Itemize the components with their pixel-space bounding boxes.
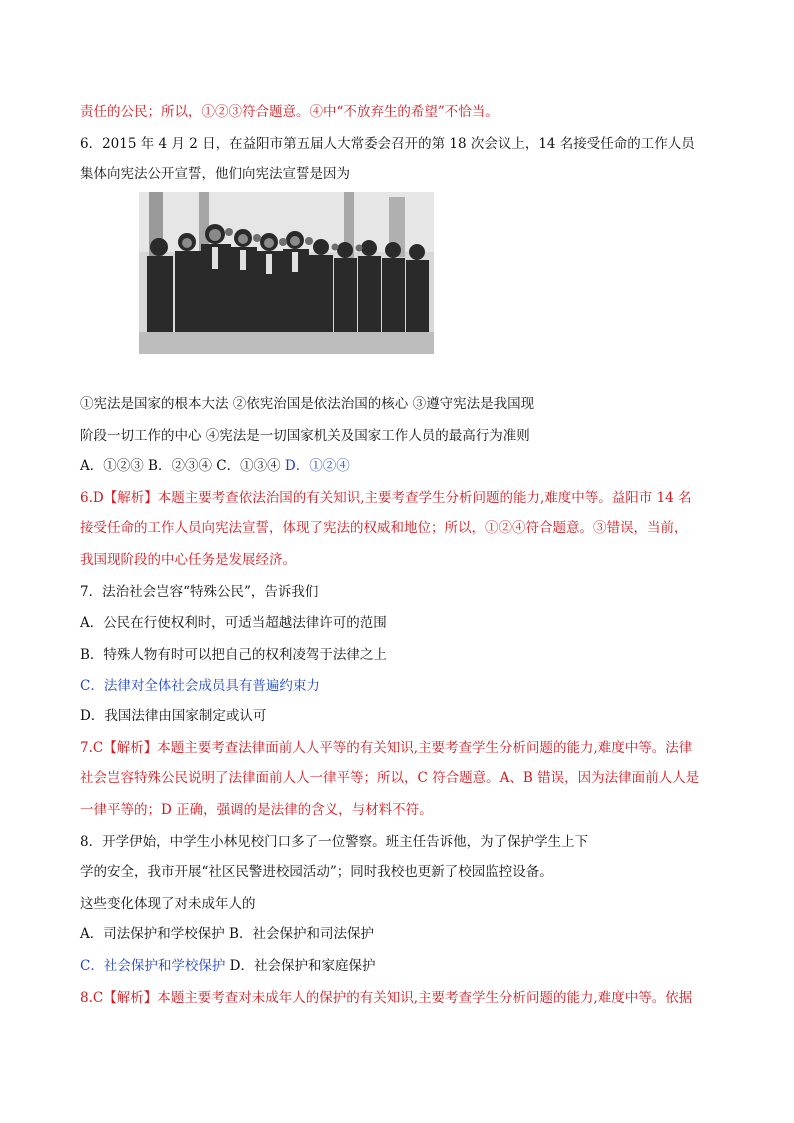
answer-7-cont-2: 一律平等的；D 正确，强调的是法律的含义，与材料不符。 xyxy=(80,802,433,818)
question-7-stem: 7．法治社会岂容“特殊公民”，告诉我们 xyxy=(80,584,319,600)
answer-6: 6.D【解析】本题主要考查依法治国的有关知识,主要考查学生分析问题的能力,难度中等。益阳市 14 名 xyxy=(80,490,692,506)
question-8-options-cd xyxy=(80,956,375,976)
question-7-option-b: B．特殊人物有时可以把自己的权利凌驾于法律之上 xyxy=(80,647,387,663)
option-c-correct: C．社会保护和学校保护 xyxy=(80,958,226,974)
choices-abc: A．①②③ B．②③④ C．①③④ xyxy=(80,458,285,474)
answer-8: 8.C【解析】本题主要考查对未成年人的保护的有关知识,主要考查学生分析问题的能力,难度中等。依据 xyxy=(80,990,693,1006)
choice-d-correct: D．①②④ xyxy=(284,458,350,474)
option-d: D．社会保护和家庭保护 xyxy=(225,958,376,974)
question-7-option-d: D．我国法律由国家制定或认可 xyxy=(80,708,267,724)
answer-6-cont-2: 我国现阶段的中心任务是发展经济。 xyxy=(80,552,296,568)
answer-7: 7.C【解析】本题主要考查法律面前人人平等的有关知识,主要考查学生分析问题的能力,难度中等。法律 xyxy=(80,740,693,756)
question-6-stem-cont: 集体向宪法公开宣誓，他们向宪法宣誓是因为 xyxy=(80,166,350,182)
question-8-stem: 8．开学伊始，中学生小林见校门口多了一位警察。班主任告诉他，为了保护学生上下 xyxy=(80,834,589,850)
question-7-option-c: C．法律对全体社会成员具有普遍约束力 xyxy=(80,678,320,694)
question-8-options-ab: A．司法保护和学校保护 B．社会保护和司法保护 xyxy=(80,926,374,942)
question-6-statements: ①宪法是国家的根本大法 ②依宪治国是依法治国的核心 ③遵守宪法是我国现 xyxy=(80,396,535,412)
answer-6-cont: 接受任命的工作人员向宪法宣誓，体现了宪法的权威和地位；所以，①②④符合题意。③错误，当前， xyxy=(80,520,688,536)
question-7-option-a: A．公民在行使权利时，可适当超越法律许可的范围 xyxy=(80,615,387,631)
question-6-choices xyxy=(80,456,350,476)
question-6-statements-cont: 阶段一切工作的中心 ④宪法是一切国家机关及国家工作人员的最高行为准则 xyxy=(80,428,530,444)
question-8-stem-cont: 学的安全，我市开展“社区民警进校园活动”；同时我校也更新了校园监控设备。 xyxy=(80,864,553,880)
question-6-stem: 6．2015 年 4 月 2 日，在益阳市第五届人大常委会召开的第 18 次会议上，14 名接受任命的工作人员 xyxy=(80,136,695,152)
oath-photo xyxy=(139,192,434,354)
question-8-stem-cont-2: 这些变化体现了对未成年人的 xyxy=(80,896,256,912)
answer-text: 责任的公民；所以，①②③符合题意。④中“不放弃生的希望”不恰当。 xyxy=(80,104,499,120)
answer-7-cont: 社会岂容特殊公民说明了法律面前人人一律平等；所以，C 符合题意。A、B 错误，因为法律面前人人是 xyxy=(80,770,700,786)
